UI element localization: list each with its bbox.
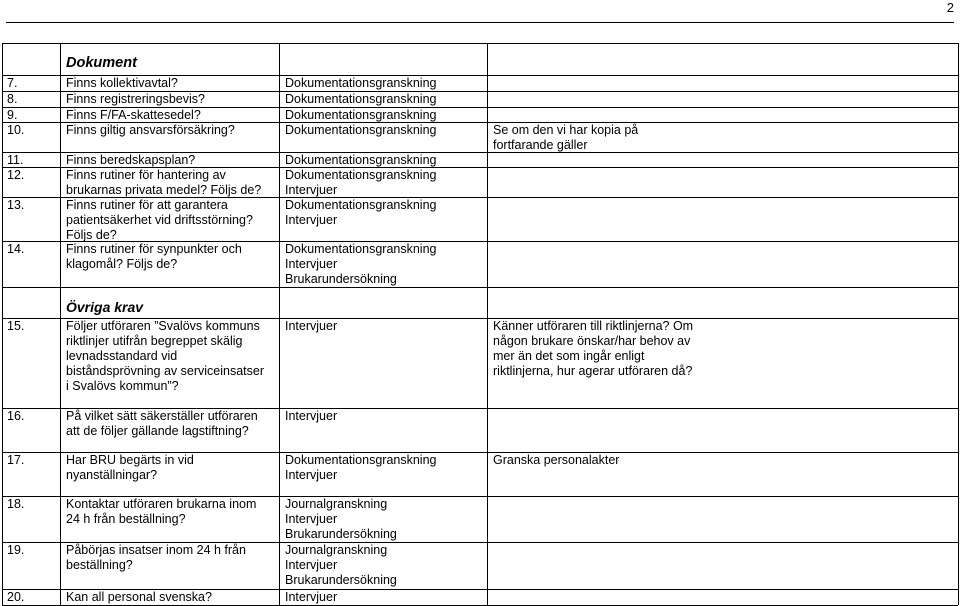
question-text: Kan all personal svenska?	[66, 590, 212, 604]
question-text: Finns rutiner för hantering av	[66, 168, 226, 182]
question-text: nyanställningar?	[66, 468, 158, 482]
question-text: Finns rutiner för att garantera	[66, 198, 228, 212]
row-divider	[2, 43, 958, 44]
question-text: levnadsstandard vid	[66, 349, 178, 363]
item-number: 7.	[7, 76, 18, 90]
method-text: Intervjuer	[285, 409, 338, 423]
question-text: Finns F/FA-skattesedel?	[66, 108, 201, 122]
method-text: Dokumentationsgranskning	[285, 92, 437, 106]
question-text: klagomål? Följs de?	[66, 257, 178, 271]
question-text: 24 h från beställning?	[66, 512, 186, 526]
note-text: riktlinjerna, hur agerar utföraren då?	[493, 364, 693, 378]
question-text: Kontaktar utföraren brukarna inom	[66, 497, 257, 511]
item-number: 16.	[7, 409, 25, 423]
method-text: Dokumentationsgranskning	[285, 198, 437, 212]
item-number: 9.	[7, 108, 18, 122]
method-text: Intervjuer	[285, 468, 338, 482]
method-text: Dokumentationsgranskning	[285, 123, 437, 137]
method-text: Intervjuer	[285, 319, 338, 333]
question-text: riktlinjer utifrån begreppet skälig	[66, 334, 243, 348]
section-title-ovriga-krav: Övriga krav	[66, 299, 144, 315]
question-text: Finns kollektivavtal?	[66, 76, 178, 90]
note-text: fortfarande gäller	[493, 138, 588, 152]
note-text: Se om den vi har kopia på	[493, 123, 639, 137]
question-text: Finns giltig ansvarsförsäkring?	[66, 123, 235, 137]
method-text: Brukarundersökning	[285, 272, 397, 286]
method-text: Brukarundersökning	[285, 527, 397, 541]
column-divider	[60, 43, 61, 605]
row-divider	[2, 287, 958, 288]
method-text: Journalgranskning	[285, 497, 388, 511]
item-number: 18.	[7, 497, 25, 511]
question-text: beställning?	[66, 558, 133, 572]
method-text: Dokumentationsgranskning	[285, 108, 437, 122]
method-text: Dokumentationsgranskning	[285, 76, 437, 90]
note-text: Granska personalakter	[493, 453, 620, 467]
method-text: Intervjuer	[285, 512, 338, 526]
note-text: någon brukare önskar/har behov av	[493, 334, 691, 348]
question-text: biståndsprövning av serviceinsatser	[66, 364, 265, 378]
question-text: Finns beredskapsplan?	[66, 153, 196, 167]
method-text: Dokumentationsgranskning	[285, 168, 437, 182]
question-text: i Svalövs kommun”?	[66, 379, 179, 393]
question-text: brukarnas privata medel? Följs de?	[66, 183, 262, 197]
method-text: Dokumentationsgranskning	[285, 153, 437, 167]
page-number: 2	[946, 0, 954, 15]
item-number: 11.	[7, 153, 24, 167]
method-text: Intervjuer	[285, 257, 338, 271]
question-text: På vilket sätt säkerställer utföraren	[66, 409, 258, 423]
method-text: Dokumentationsgranskning	[285, 242, 437, 256]
question-text: Finns registreringsbevis?	[66, 92, 205, 106]
method-text: Dokumentationsgranskning	[285, 453, 437, 467]
item-number: 14.	[7, 242, 25, 256]
column-divider	[958, 43, 959, 605]
item-number: 10.	[7, 123, 25, 137]
question-text: Finns rutiner för synpunkter och	[66, 242, 242, 256]
method-text: Intervjuer	[285, 213, 338, 227]
question-text: patientsäkerhet vid driftsstörning?	[66, 213, 253, 227]
method-text: Intervjuer	[285, 590, 338, 604]
item-number: 20.	[7, 590, 25, 604]
item-number: 15.	[7, 319, 25, 333]
item-number: 13.	[7, 198, 25, 212]
column-divider	[487, 43, 488, 605]
item-number: 8.	[7, 92, 18, 106]
column-divider	[2, 43, 3, 605]
item-number: 17.	[7, 453, 25, 467]
column-divider	[279, 43, 280, 605]
method-text: Intervjuer	[285, 558, 338, 572]
question-text: Påbörjas insatser inom 24 h från	[66, 543, 246, 557]
method-text: Intervjuer	[285, 183, 338, 197]
note-text: mer än det som ingår enligt	[493, 349, 645, 363]
section-title-dokument: Dokument	[66, 55, 137, 71]
question-text: Följs de?	[66, 228, 117, 242]
item-number: 19.	[7, 543, 25, 557]
question-text: Har BRU begärts in vid	[66, 453, 194, 467]
question-text: att de följer gällande lagstiftning?	[66, 424, 249, 438]
question-text: Följer utföraren ”Svalövs kommuns	[66, 319, 260, 333]
note-text: Känner utföraren till riktlinjerna? Om	[493, 319, 694, 333]
method-text: Brukarundersökning	[285, 573, 397, 587]
item-number: 12.	[7, 168, 25, 182]
method-text: Journalgranskning	[285, 543, 388, 557]
